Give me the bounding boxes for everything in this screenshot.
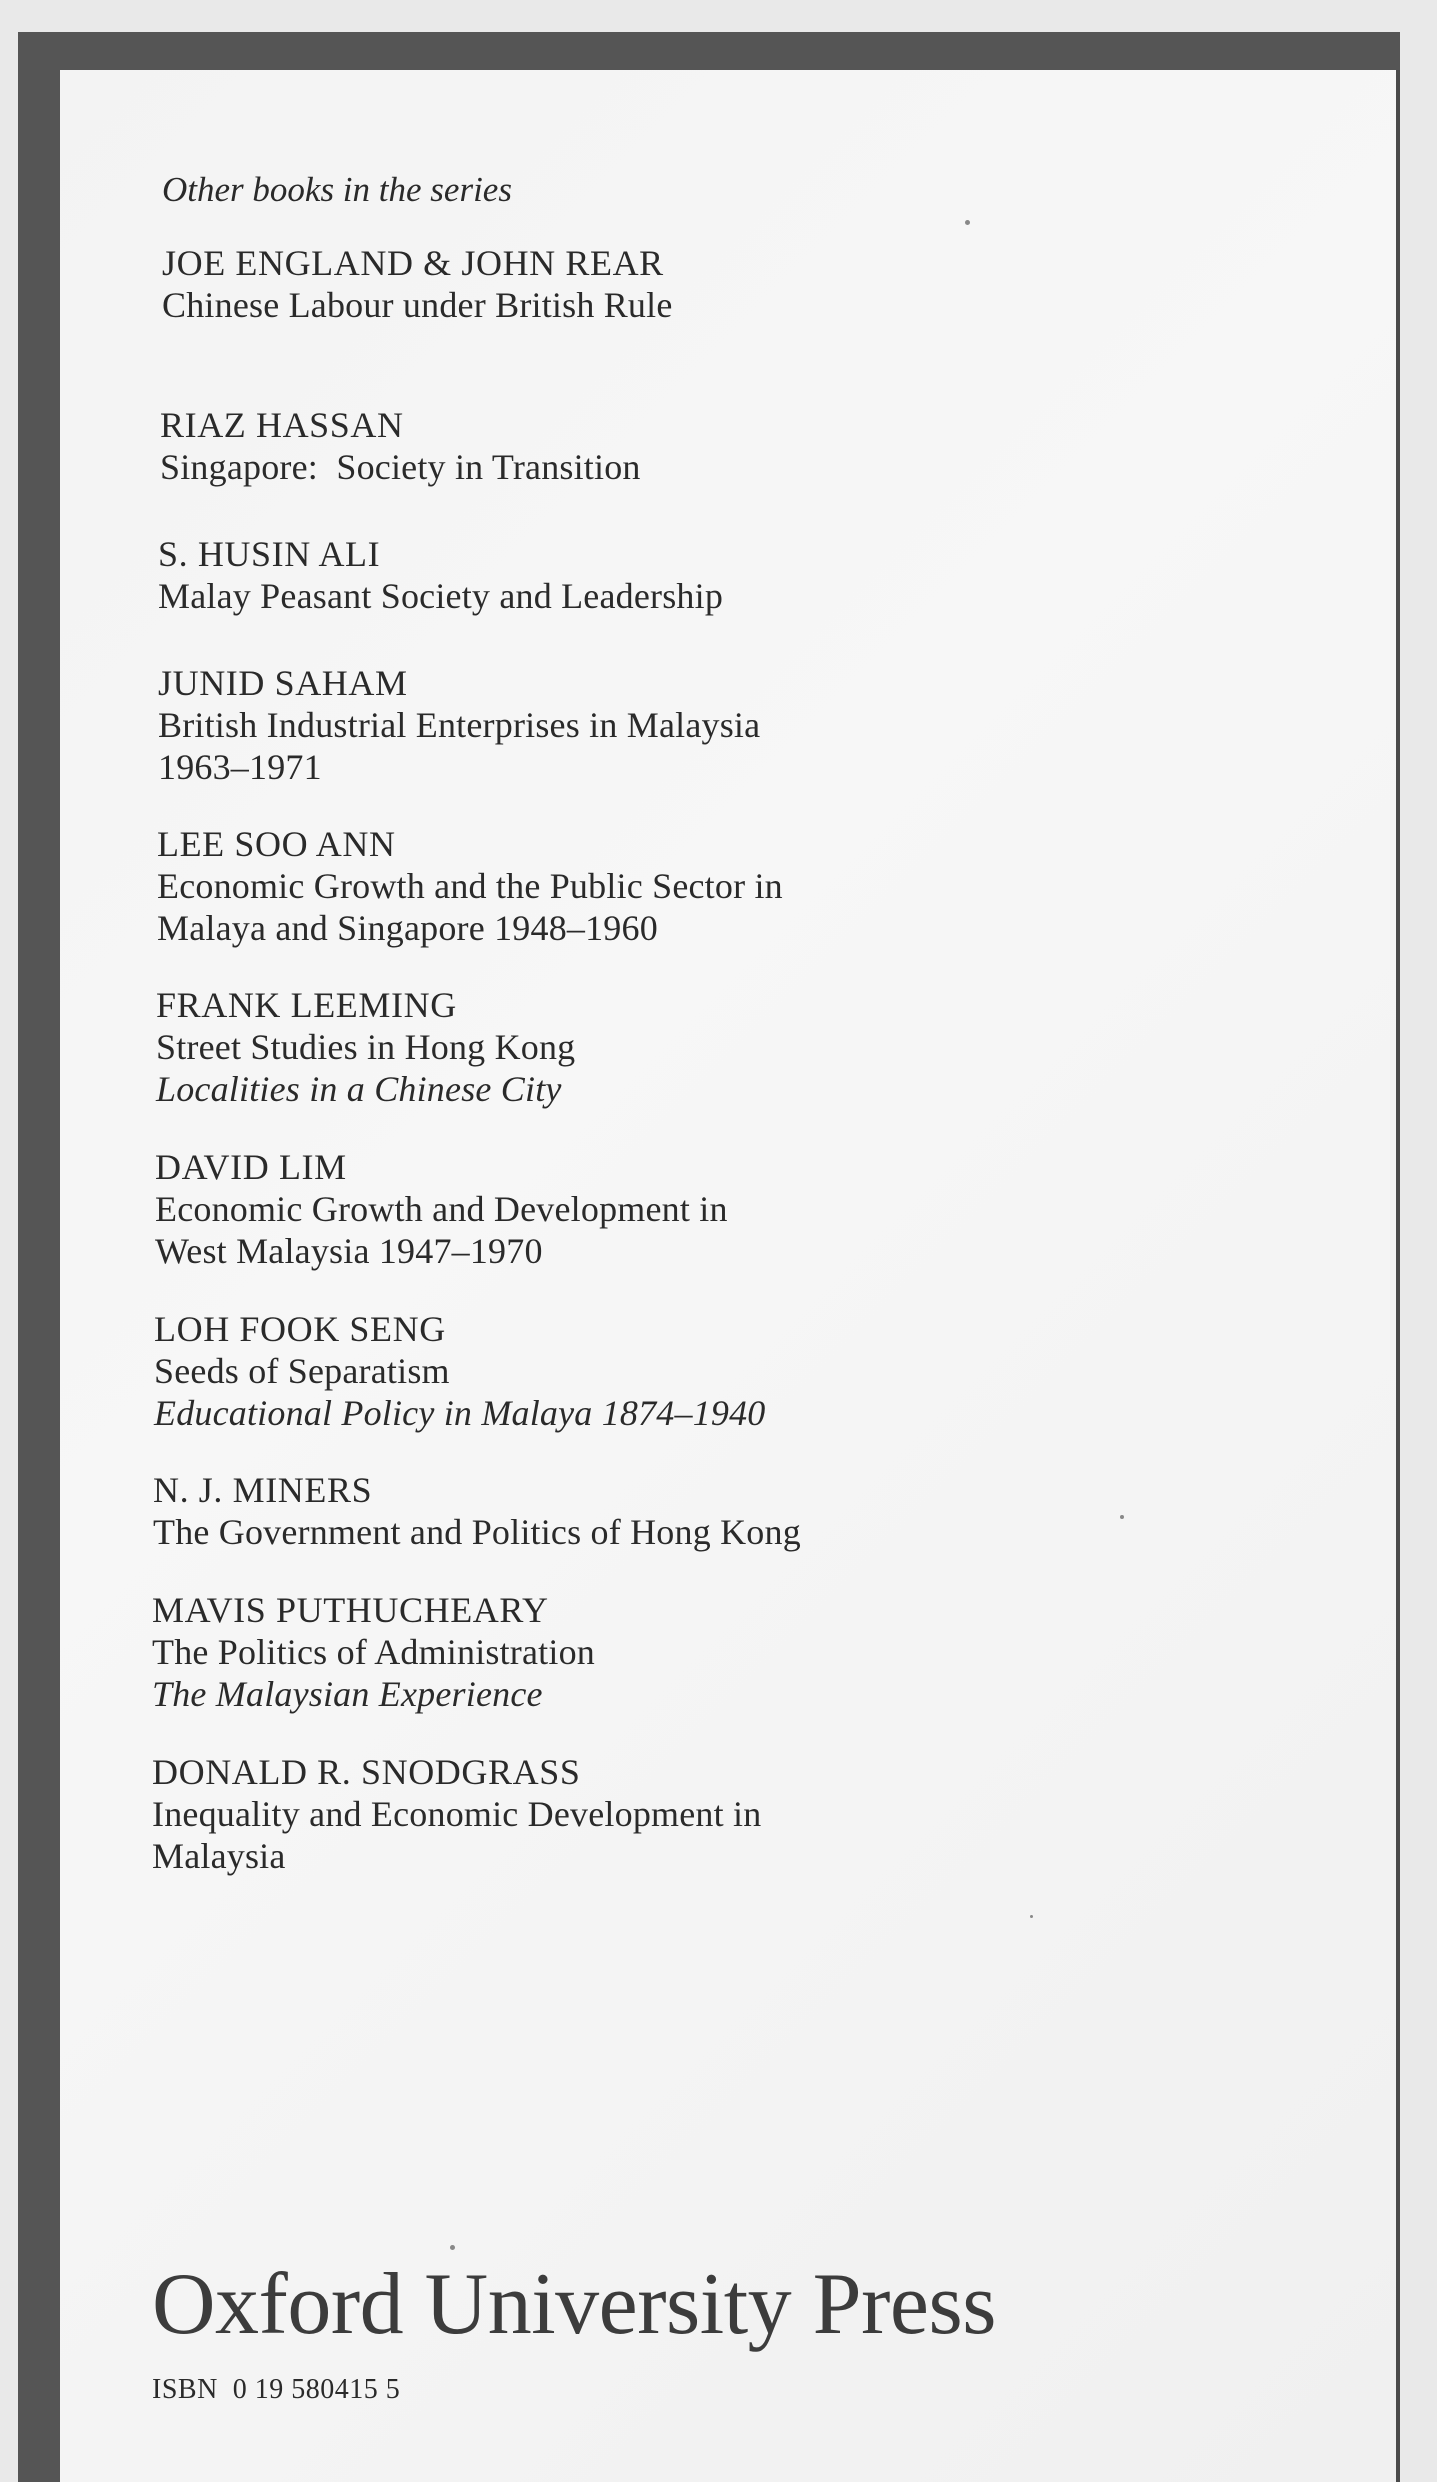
book-entry: [152, 1589, 1252, 1715]
book-author: JOE ENGLAND & JOHN REAR: [162, 243, 664, 283]
book-entry: [158, 662, 1252, 788]
book-author: FRANK LEEMING: [156, 985, 457, 1025]
book-entry: [156, 984, 1252, 1110]
book-entry: [157, 823, 1252, 949]
book-entry: [152, 1751, 1252, 1877]
book-subtitle: Educational Policy in Malaya 1874–1940: [154, 1393, 766, 1433]
book-entry: [155, 1146, 1252, 1272]
book-title: Chinese Labour under British Rule: [162, 285, 673, 325]
book-entry: [154, 1308, 1252, 1434]
book-author: JUNID SAHAM: [158, 663, 408, 703]
book-author: LOH FOOK SENG: [154, 1309, 446, 1349]
cover-right-edge: [1396, 70, 1400, 2482]
book-subtitle: The Malaysian Experience: [152, 1674, 543, 1714]
series-section: [152, 168, 1252, 1877]
scan-speck: [450, 2245, 455, 2250]
book-title: Economic Growth and Development in West Malaysia 1947–1970: [155, 1189, 728, 1271]
book-title: British Industrial Enterprises in Malaysia 1963–1971: [158, 705, 761, 787]
book-author: DAVID LIM: [155, 1147, 347, 1187]
book-author: LEE SOO ANN: [157, 824, 396, 864]
book-title: The Government and Politics of Hong Kong: [153, 1512, 801, 1552]
book-author: N. J. MINERS: [153, 1470, 373, 1510]
book-title: Street Studies in Hong Kong: [156, 1027, 576, 1067]
book-title: Inequality and Economic Development in Malaysia: [152, 1794, 762, 1876]
book-author: S. HUSIN ALI: [158, 534, 381, 574]
book-author: MAVIS PUTHUCHEARY: [152, 1590, 549, 1630]
isbn-number: ISBN 0 19 580415 5: [152, 2374, 401, 2405]
book-title: Economic Growth and the Public Sector in Malaya and Singapore 1948–1960: [157, 866, 783, 948]
book-entry: [160, 404, 1252, 488]
book-entry: [162, 242, 1252, 326]
book-entry: [153, 1469, 1252, 1553]
book-title: Seeds of Separatism: [154, 1351, 450, 1391]
publisher-name: Oxford University Press: [152, 2256, 996, 2353]
scan-speck: [1030, 1915, 1033, 1918]
book-author: DONALD R. SNODGRASS: [152, 1752, 581, 1792]
book-title: Malay Peasant Society and Leadership: [158, 576, 724, 616]
book-title: Singapore: Society in Transition: [160, 447, 641, 487]
book-author: RIAZ HASSAN: [160, 405, 404, 445]
book-entry: [158, 533, 1252, 617]
book-subtitle: Localities in a Chinese City: [156, 1069, 562, 1109]
book-list: [152, 242, 1252, 1877]
series-heading: Other books in the series: [162, 170, 512, 209]
book-title: The Politics of Administration: [152, 1632, 595, 1672]
